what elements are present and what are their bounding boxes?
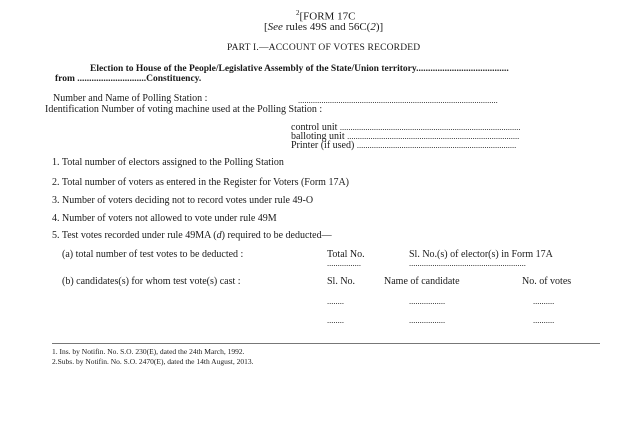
footnote-divider	[52, 343, 600, 344]
election-line-2: from .............................Constituency.	[55, 74, 202, 84]
rules-see: See	[267, 21, 283, 33]
rules-reference: [See rules 49S and 56C(2)]	[264, 21, 384, 33]
footnote-1: 1. Ins. by Notifin. No. S.O. 230(E), dated the 24th March, 1992.	[52, 347, 245, 356]
footnote-2: 2.Subs. by Notifin. No. S.O. 2470(E), dated the 14th August, 2013.	[52, 357, 254, 366]
item-1: 1. Total number of electors assigned to the Polling Station	[52, 157, 284, 168]
item-5b-label: (b) candidates(s) for whom test vote(s) cast :	[62, 276, 241, 287]
table-cell: .................	[409, 315, 446, 325]
table-cell: ........	[327, 296, 344, 306]
item-5a-label: (a) total number of test votes to be deducted :	[62, 249, 244, 260]
unit-printer	[291, 140, 516, 151]
item-5-text: 5. Test votes recorded under rule 49MA (d) required to be deducted—	[52, 230, 332, 241]
item-5a-slno-header: Sl. No.(s) of elector(s) in Form 17A	[409, 249, 553, 260]
machine-id-label: Identification Number of voting machine used at the Polling Station :	[45, 104, 323, 115]
item-5a-slno-dots: .......................................................	[409, 258, 526, 268]
table-cell: ........	[327, 315, 344, 325]
item-4: 4. Number of voters not allowed to vote under rule 49M	[52, 213, 277, 224]
polling-station-dots: ..............................................................................................	[298, 95, 498, 105]
election-line-1: Election to House of the People/Legislative Assembly of the State/Union territory.......................................	[90, 64, 509, 74]
item-5b-header-slno: Sl. No.	[327, 276, 356, 287]
unit-label: Printer (if used)	[291, 140, 355, 151]
footnote-mark: 2	[296, 9, 300, 17]
table-cell: .................	[409, 296, 446, 306]
table-cell: ..........	[533, 315, 555, 325]
unit-dots: .................................................................................	[347, 131, 520, 141]
item-5b-header-votes: No. of votes	[522, 276, 572, 287]
item-3: 3. Number of voters deciding not to record votes under rule 49-O	[52, 195, 314, 206]
unit-dots: ...........................................................................	[356, 140, 517, 150]
unit-dots: .....................................................................................	[339, 122, 521, 132]
part-title: PART I.—ACCOUNT OF VOTES RECORDED	[227, 43, 421, 53]
item-5b-header-candidate: Name of candidate	[384, 276, 460, 287]
polling-station-label: Number and Name of Polling Station :	[53, 93, 208, 104]
form-title-text: [FORM 17C	[299, 10, 356, 23]
item-5a-total-dots: ................	[327, 258, 361, 268]
table-cell: ..........	[533, 296, 555, 306]
rules-italic: 2	[370, 21, 376, 33]
unit-label: balloting unit	[291, 131, 345, 142]
unit-label: control unit	[291, 122, 338, 133]
rules-text: rules 49S and 56C(	[282, 21, 371, 33]
item-5	[52, 230, 332, 241]
item-2: 2. Total number of voters as entered in the Register for Voters (Form 17A)	[52, 177, 350, 188]
item-5a-total-header: Total No.	[327, 249, 365, 260]
